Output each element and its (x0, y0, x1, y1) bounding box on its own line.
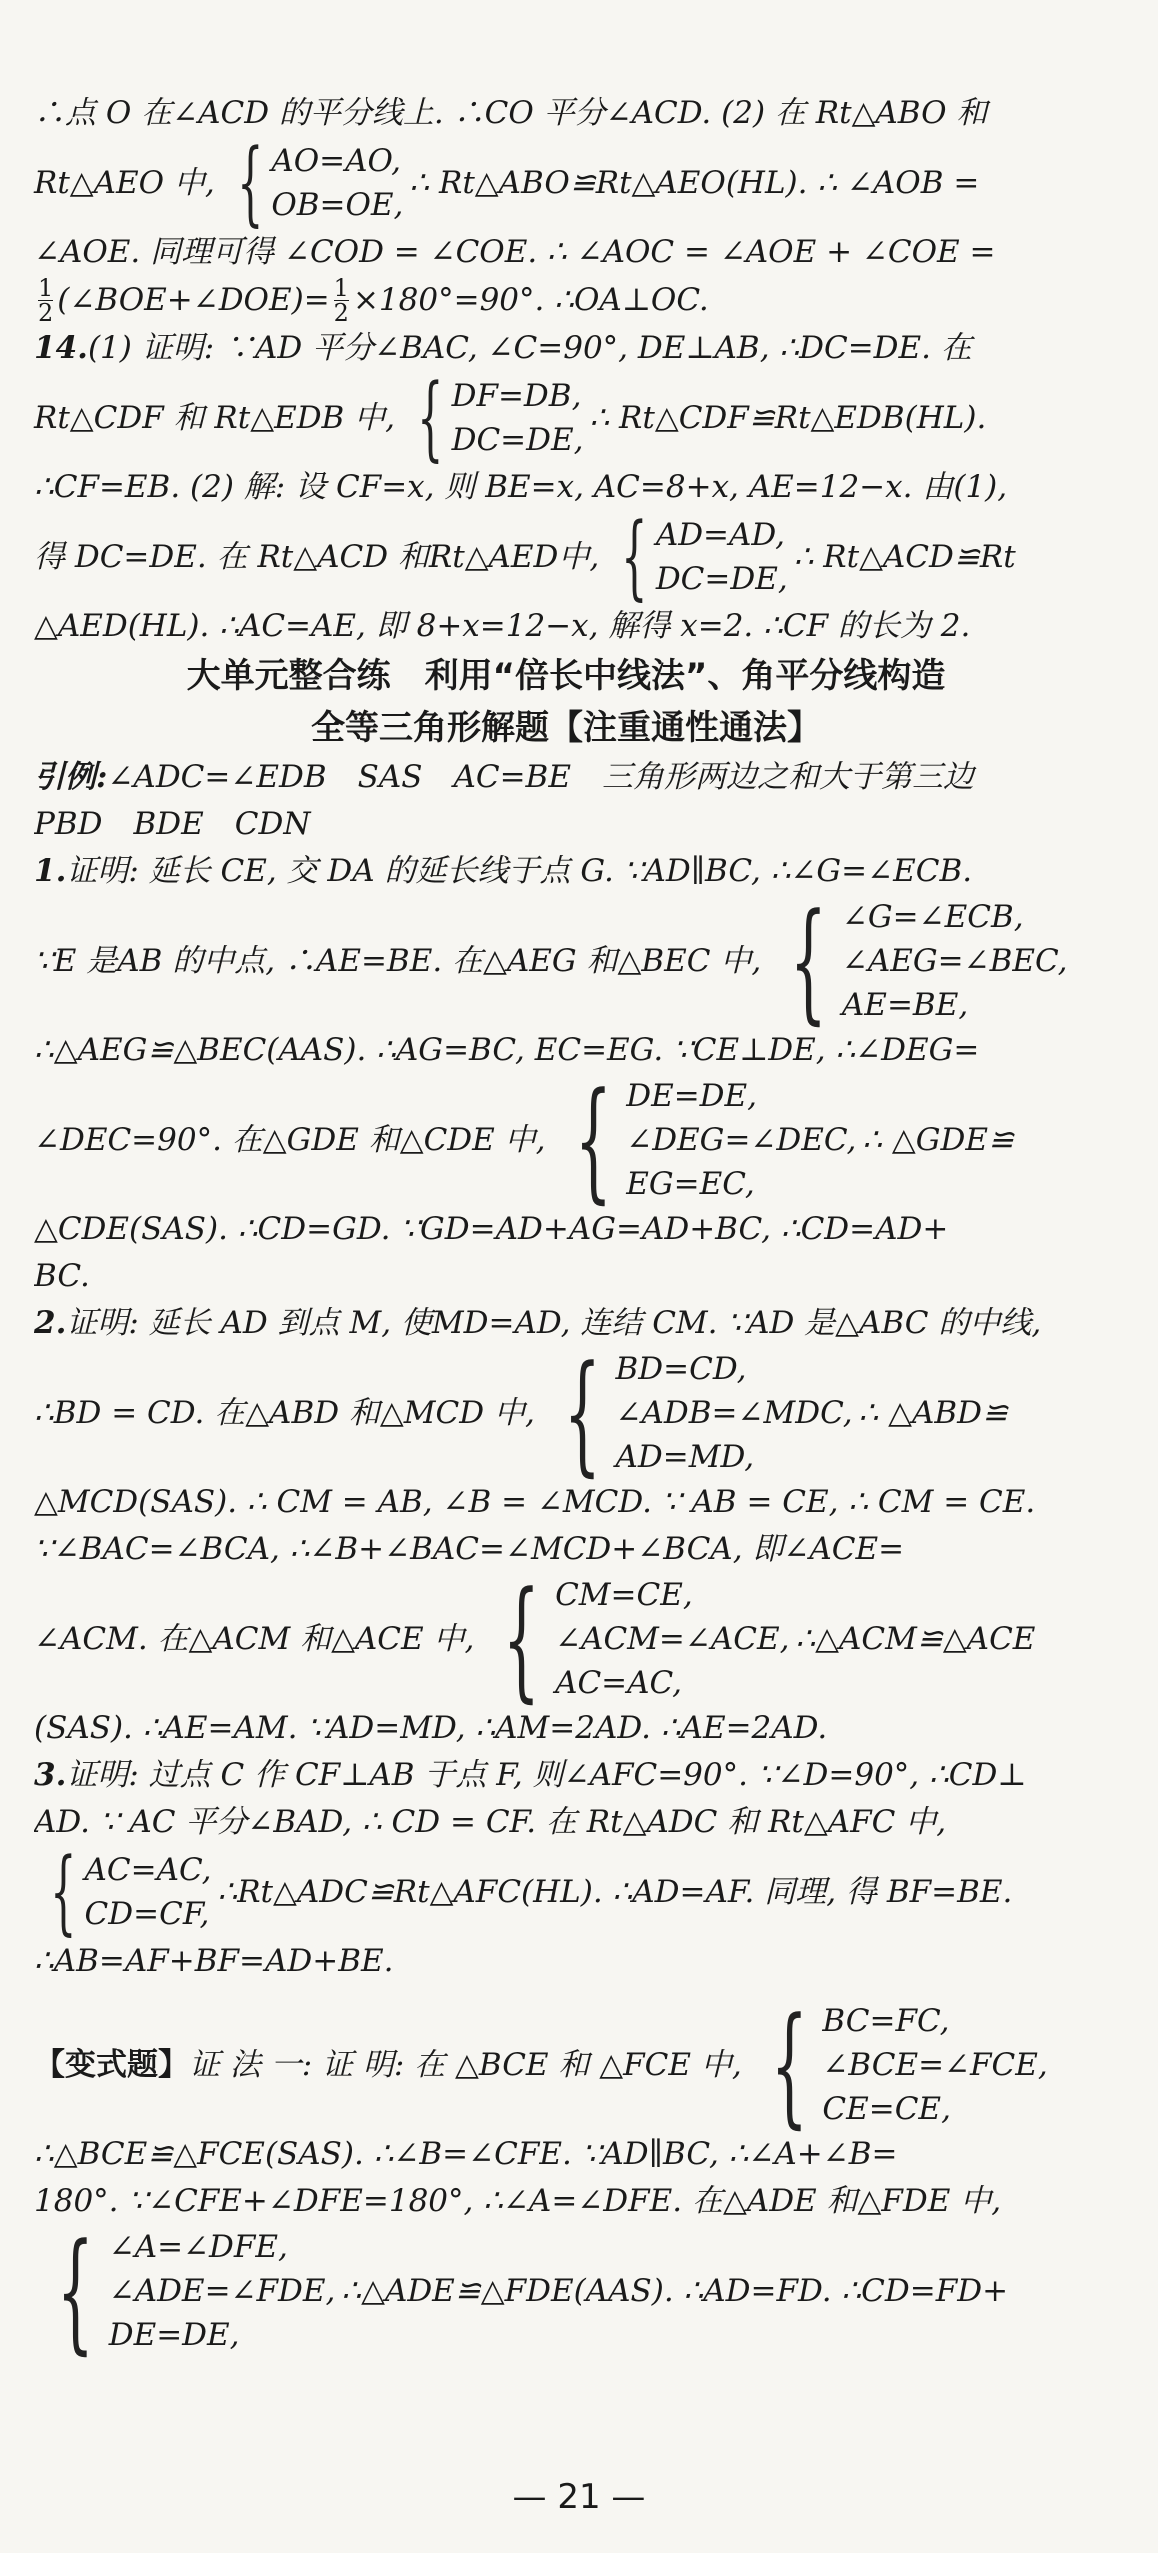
text-span: Rt△CDF 和 Rt△EDB 中, (34, 399, 396, 436)
page-number: — 21 — (512, 2477, 646, 2517)
question-number: 14. (34, 330, 88, 366)
system-line: BD=CD, (615, 1351, 747, 1387)
equation-system (401, 364, 584, 471)
text-line: ∵∠BAC=∠BCA, ∴∠B+∠BAC=∠MCD+∠BCA, 即∠ACE= (34, 1531, 905, 1567)
system-line: DE=DE, (108, 2317, 240, 2353)
text-block (34, 129, 1098, 236)
text-span: ∴ △ABD≌ (858, 1394, 1008, 1431)
text-line: ∴AB=AF+BF=AD+BE. (34, 1943, 394, 1979)
brace-icon: { (56, 2215, 94, 2367)
text-line (34, 754, 1098, 801)
text-line: ∠AOE. 同理可得 ∠COD = ∠COE. ∴ ∠AOC = ∠AOE + ∠COE = (34, 234, 996, 270)
text-line: ∴CF=EB. (2) 解: 设 CF=x, 则 BE=x, AC=8+x, AE=12−x. 由(1), (34, 469, 1008, 505)
brace-icon: { (789, 885, 828, 1037)
text-block (34, 503, 1098, 610)
text-span: ×180°=90°. ∴OA⊥OC. (352, 282, 709, 318)
system-line: AD=AD, (655, 517, 786, 553)
text-block (34, 276, 1098, 325)
text-line (34, 1752, 1098, 1799)
text-span: ∴Rt△ADC≌Rt△AFC(HL). ∴AD=AF. 同理, 得 BF=BE. (217, 1873, 1013, 1910)
text-line: AD. ∵ AC 平分∠BAD, ∴ CD = CF. 在 Rt△ADC 和 Rt△AFC 中, (34, 1804, 947, 1840)
text-span: ∴ Rt△ABO≌Rt△AEO(HL). ∴ ∠AOB = (409, 164, 980, 201)
question-number: 3. (34, 1757, 67, 1793)
text-line: 180°. ∵∠CFE+∠DFE=180°, ∴∠A=∠DFE. 在△ADE 和△FDE 中, (34, 2183, 1002, 2219)
text-span: ∴ Rt△CDF≌Rt△EDB(HL). (589, 399, 987, 436)
system-line: ∠A=∠DFE, (108, 2229, 288, 2265)
system-line: AO=AO, (271, 143, 401, 179)
system-line: ∠ADB=∠MDC, (615, 1395, 853, 1431)
numerator: 1 (38, 274, 54, 302)
brace-icon: { (574, 1064, 612, 1216)
text-span: 证 法 一: 证 明: 在 △BCE 和 △FCE 中, (189, 2046, 742, 2083)
variant-label: 【变式题】 (34, 2046, 189, 2083)
question-number: 2. (34, 1305, 67, 1341)
brace-icon: { (770, 1989, 808, 2141)
equation-system (605, 503, 788, 610)
text-span: (1) 证明: ∵AD 平分∠BAC, ∠C=90°, DE⊥AB, ∴DC=DE. 在 (87, 330, 972, 366)
system-line: ∠G=∠ECB, (841, 899, 1024, 935)
text-span: 证明: 过点 C 作 CF⊥AB 于点 F, 则∠AFC=90°. ∵∠D=90°, ∴CD⊥ (66, 1757, 1027, 1793)
equation-system (767, 885, 1068, 1037)
text-span: ∠ACM. 在△ACM 和△ACE 中, (34, 1620, 475, 1657)
denominator: 2 (333, 299, 349, 327)
text-line: (SAS). ∴AE=AM. ∵AD=MD, ∴AM=2AD. ∴AE=2AD. (34, 1710, 828, 1746)
system-line: AD=MD, (615, 1439, 755, 1475)
text-span: 证明: 延长 AD 到点 M, 使MD=AD, 连结 CM. ∵AD 是△ABC 的中线, (66, 1305, 1042, 1341)
system-line: AE=BE, (841, 987, 969, 1023)
system-line: OB=OE, (271, 187, 404, 223)
text-line: PBD BDE CDN (34, 806, 311, 842)
text-line: △MCD(SAS). ∴ CM = AB, ∠B = ∠MCD. ∵ AB = CE, ∴ CM = CE. (34, 1484, 1036, 1520)
text-span: Rt△AEO 中, (34, 164, 215, 201)
text-line: △CDE(SAS). ∴CD=GD. ∵GD=AD+AG=AD+BC, ∴CD=AD+ (34, 1211, 949, 1247)
text-span: (∠BOE+∠DOE)= (57, 282, 330, 318)
text-line: ∴△BCE≌△FCE(SAS). ∴∠B=∠CFE. ∵AD∥BC, ∴∠A+∠B= (34, 2136, 898, 2172)
text-span: 证明: 延长 CE, 交 DA 的延长线于点 G. ∵AD∥BC, ∴∠G=∠ECB. (66, 853, 973, 889)
text-block (34, 1064, 1098, 1216)
equation-system (552, 1064, 857, 1216)
text-span: ∠DEC=90°. 在△GDE 和△CDE 中, (34, 1121, 546, 1158)
text-span: ∠ADC=∠EDB SAS AC=BE 三角形两边之和大于第三边 (107, 759, 974, 795)
text-line: ∴△AEG≌△BEC(AAS). ∴AG=BC, EC=EG. ∵CE⊥DE, ∴∠DEG= (34, 1032, 980, 1068)
text-span: ∴△ADE≌△FDE(AAS). ∴AD=FD. ∴CD=FD+ (341, 2272, 1009, 2309)
text-span: 得 DC=DE. 在 Rt△ACD 和Rt△AED中, (34, 538, 600, 575)
text-line (34, 848, 1098, 895)
system-line: DE=DE, (626, 1078, 758, 1114)
system-line: ∠AEG=∠BEC, (841, 943, 1068, 979)
system-line: AC=AC, (555, 1665, 683, 1701)
equation-system (221, 129, 404, 236)
text-block (34, 2215, 1098, 2367)
text-span: ∴BD = CD. 在△ABD 和△MCD 中, (34, 1394, 535, 1431)
system-line: ∠ACM=∠ACE, (555, 1621, 790, 1657)
brace-icon: { (563, 1337, 601, 1489)
question-number: 1. (34, 853, 67, 889)
text-line: △AED(HL). ∴AC=AE, 即 8+x=12−x, 解得 x=2. ∴CF 的长为 2. (34, 608, 971, 644)
text-block (34, 1838, 1098, 1945)
text-block (34, 1337, 1098, 1489)
text-block (34, 1563, 1098, 1715)
text-block (34, 885, 1098, 1037)
equation-system (480, 1563, 790, 1715)
system-line: EG=EC, (626, 1166, 755, 1202)
brace-icon: { (417, 364, 444, 471)
text-span: ∴ Rt△ACD≌Rt (793, 538, 1016, 575)
fraction (334, 276, 349, 325)
text-span: ∴△ACM≌△ACE (795, 1620, 1036, 1657)
system-line: CE=CE, (822, 2091, 951, 2127)
system-line: BC=FC, (822, 2003, 950, 2039)
text-line (34, 325, 1098, 372)
text-line: BC. (34, 1258, 90, 1294)
system-line: CM=CE, (555, 1577, 693, 1613)
system-line: DC=DE, (655, 561, 788, 597)
section-heading: 全等三角形解题【注重通性通法】 (311, 708, 821, 748)
equation-system (748, 1989, 1048, 2141)
system-line: ∠DEG=∠DEC, (626, 1122, 857, 1158)
system-line: CD=CF, (84, 1896, 210, 1932)
system-line: ∠BCE=∠FCE, (822, 2047, 1048, 2083)
system-line: DF=DB, (451, 378, 582, 414)
brace-icon: { (503, 1563, 541, 1715)
denominator: 2 (38, 299, 54, 327)
system-line: AC=AC, (84, 1852, 212, 1888)
equation-system (34, 1838, 212, 1945)
numerator: 1 (333, 274, 349, 302)
fraction (38, 276, 53, 325)
text-span: ∵E 是AB 的中点, ∴AE=BE. 在△AEG 和△BEC 中, (34, 942, 762, 979)
brace-icon: { (50, 1838, 77, 1945)
text-block (34, 1989, 1098, 2141)
system-line: DC=DE, (451, 422, 584, 458)
text-line: ∴点 O 在∠ACD 的平分线上. ∴CO 平分∠ACD. (2) 在 Rt△ABO 和 (34, 95, 988, 131)
text-span: ∴ △GDE≌ (862, 1121, 1014, 1158)
brace-icon: { (236, 129, 264, 236)
equation-system (34, 2215, 336, 2367)
section-heading: 大单元整合练 利用“倍长中线法”、角平分线构造 (186, 656, 946, 696)
system-line: ∠ADE=∠FDE, (108, 2273, 336, 2309)
equation-system (541, 1337, 853, 1489)
example-label: 引例: (34, 759, 108, 795)
brace-icon: { (621, 503, 648, 610)
text-block (34, 364, 1098, 471)
